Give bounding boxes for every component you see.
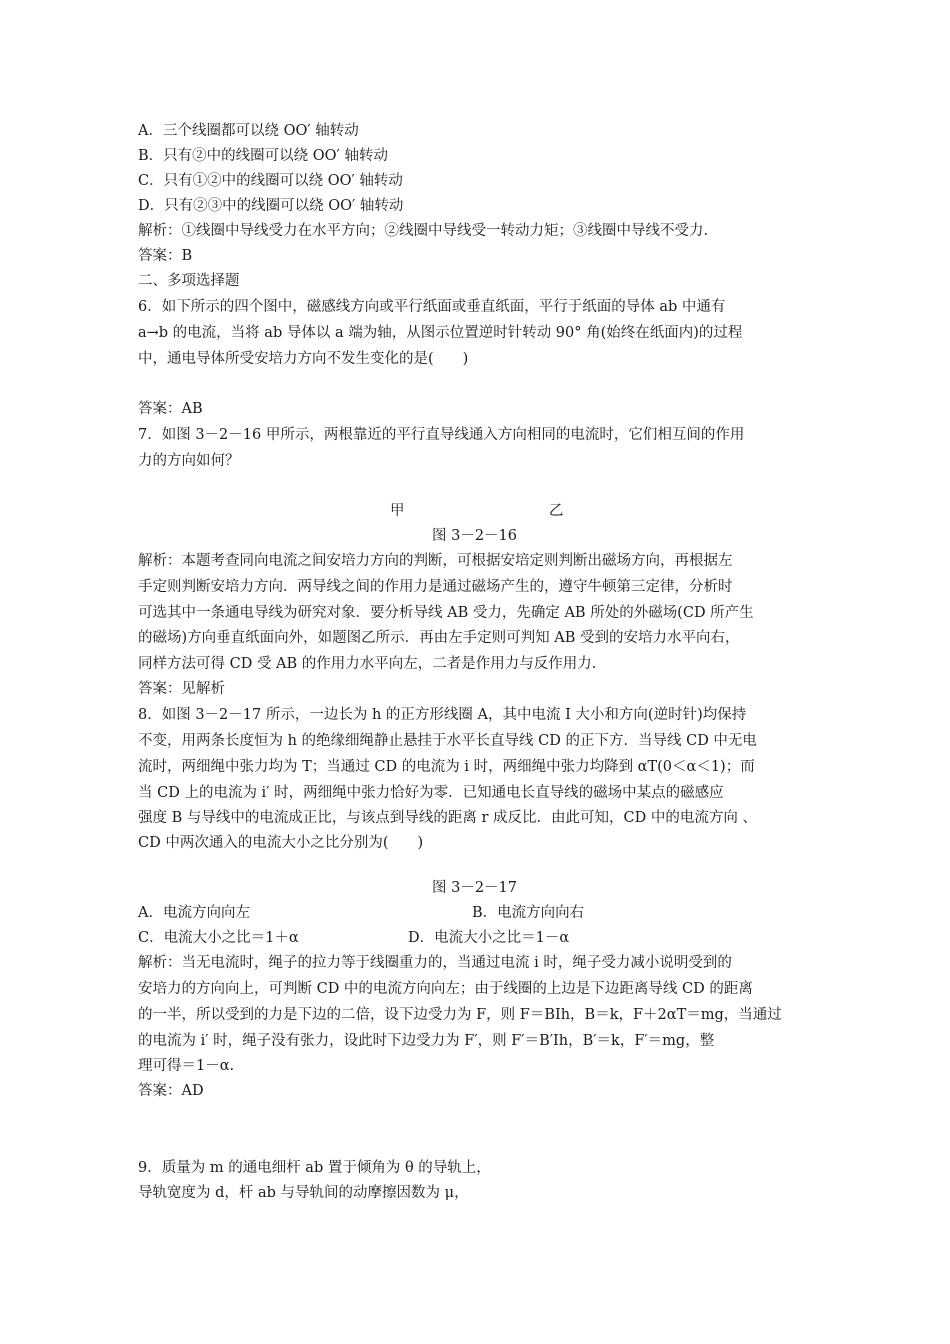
q8-analysis-line: 安培力的方向向上，可判断 CD 中的电流方向向左；由于线圈的上边是下边距离导线 CD 的距离 bbox=[138, 981, 753, 997]
q6-text-line2: a→b 的电流，当将 ab 导体以 a 端为轴，从图示位置逆时针转动 90° 角(始终在纸面内)的过程 bbox=[138, 325, 743, 341]
q8-text-line: CD 中两次通入的电流大小之比分别为( ) bbox=[138, 835, 424, 851]
q8-text-line: 强度 B 与导线中的电流成正比，与该点到导线的距离 r 成反比．由此可知，CD 中的电流方向 、 bbox=[138, 810, 757, 826]
q8-text-line: 8．如图 3－2－17 所示，一边长为 h 的正方形线圈 A，其中电流 I 大小和方向(逆时针)均保持 bbox=[138, 707, 747, 723]
q8-text-line: 不变，用两条长度恒为 h 的绝缘细绳静止悬挂于水平长直导线 CD 的正下方．当导线 CD 中无电 bbox=[138, 733, 757, 749]
q8-analysis-line: 的电流为 i′ 时，绳子没有张力，设此时下边受力为 F′，则 F′＝B′Ih，B′＝k，F′＝mg，整 bbox=[138, 1033, 715, 1049]
q6-answer: 答案：AB bbox=[138, 401, 203, 417]
q7-analysis-line: 可选其中一条通电导线为研究对象．要分析导线 AB 受力，先确定 AB 所处的外磁场(CD 所产生 bbox=[138, 605, 754, 621]
q7-answer: 答案：见解析 bbox=[138, 681, 225, 697]
q8-analysis-line: 解析：当无电流时，绳子的拉力等于线圈重力的，当通过电流 i 时，绳子受力减小说明受到的 bbox=[138, 955, 732, 971]
q7-text-line2: 力的方向如何？ bbox=[138, 453, 240, 469]
q8-option-d: D．电流大小之比＝1－α bbox=[408, 930, 570, 946]
q7-text-line1: 7．如图 3－2－16 甲所示，两根靠近的平行直导线通入方向相同的电流时，它们相互间的作用 bbox=[138, 427, 745, 443]
q7-analysis-line: 手定则判断安培力方向．两导线之间的作用力是通过磁场产生的，遵守牛顿第三定律，分析时 bbox=[138, 579, 733, 595]
q5-option-a: A．三个线圈都可以绕 OO′ 轴转动 bbox=[138, 123, 359, 139]
q8-text-line: 流时，两细绳中张力均为 T；当通过 CD 的电流为 i 时，两细绳中张力均降到 αT(0＜α＜1)；而 bbox=[138, 759, 755, 775]
q7-analysis-line: 同样方法可得 CD 受 AB 的作用力水平向左，二者是作用力与反作用力. bbox=[138, 656, 597, 672]
q8-analysis-line: 理可得＝1－α. bbox=[138, 1058, 235, 1074]
q8-option-a: A．电流方向向左 bbox=[138, 905, 250, 921]
q9-text-line2: 导轨宽度为 d，杆 ab 与导轨间的动摩擦因数为 μ， bbox=[138, 1185, 469, 1201]
q7-figure-label-jia: 甲 bbox=[390, 503, 405, 519]
q7-figure-label-yi: 乙 bbox=[549, 503, 564, 519]
q6-text-line3: 中，通电导体所受安培力方向不发生变化的是( ) bbox=[138, 351, 469, 367]
q8-analysis-line: 的一半，所以受到的力是下边的二倍，设下边受力为 F，则 F＝BIh，B＝k，F＋2αT＝mg，当通过 bbox=[138, 1007, 782, 1023]
q5-option-c: C．只有①②中的线圈可以绕 OO′ 轴转动 bbox=[138, 173, 403, 189]
q8-option-c: C．电流大小之比＝1＋α bbox=[138, 930, 299, 946]
q8-figure-caption: 图 3－2－17 bbox=[432, 880, 518, 896]
q8-text-line: 当 CD 上的电流为 i′ 时，两细绳中张力恰好为零．已知通电长直导线的磁场中某点的磁感应 bbox=[138, 785, 724, 801]
q5-analysis: 解析：①线圈中导线受力在水平方向；②线圈中导线受一转动力矩；③线圈中导线不受力. bbox=[138, 223, 709, 239]
q7-figure-caption: 图 3－2－16 bbox=[432, 528, 518, 544]
q8-answer: 答案：AD bbox=[138, 1083, 204, 1099]
q6-text-line1: 6．如下所示的四个图中，磁感线方向或平行纸面或垂直纸面，平行于纸面的导体 ab 中通有 bbox=[138, 299, 726, 315]
q9-text-line1: 9．质量为 m 的通电细杆 ab 置于倾角为 θ 的导轨上， bbox=[138, 1160, 491, 1176]
q5-option-d: D．只有②③中的线圈可以绕 OO′ 轴转动 bbox=[138, 198, 404, 214]
section-title: 二、多项选择题 bbox=[138, 273, 240, 289]
q7-analysis-line: 的磁场)方向垂直纸面向外，如题图乙所示．再由左手定则可判知 AB 受到的安培力水平向右， bbox=[138, 630, 740, 646]
q5-answer: 答案：B bbox=[138, 248, 193, 264]
q8-option-b: B．电流方向向右 bbox=[472, 905, 585, 921]
q7-analysis-line: 解析：本题考查同向电流之间安培力方向的判断，可根据安培定则判断出磁场方向，再根据左 bbox=[138, 553, 733, 569]
q5-option-b: B．只有②中的线圈可以绕 OO′ 轴转动 bbox=[138, 148, 388, 164]
